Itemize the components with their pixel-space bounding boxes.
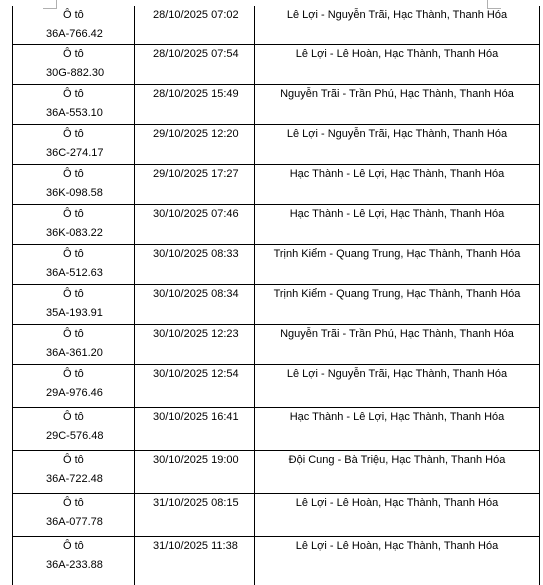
table-row	[13, 285, 540, 325]
license-plate: 30G-882.30	[13, 64, 134, 83]
table-row	[13, 165, 540, 205]
vehicle-cell	[13, 325, 135, 365]
vehicle-cell	[13, 451, 135, 494]
table-row	[13, 408, 540, 451]
location-cell: Trịnh Kiểm - Quang Trung, Hạc Thành, Thanh Hóa	[255, 245, 540, 285]
table-row	[13, 494, 540, 537]
location-cell: Đội Cung - Bà Triệu, Hạc Thành, Thanh Hóa	[255, 451, 540, 494]
location-cell: Lê Lợi - Lê Hoàn, Hạc Thành, Thanh Hóa	[255, 45, 540, 85]
vehicle-type: Ô tô	[13, 85, 134, 104]
license-plate: 35A-193.91	[13, 304, 134, 323]
location-cell: Lê Lợi - Nguyễn Trãi, Hạc Thành, Thanh Hóa	[255, 125, 540, 165]
location-cell: Hạc Thành - Lê Lợi, Hạc Thành, Thanh Hóa	[255, 408, 540, 451]
license-plate: 36A-512.63	[13, 264, 134, 283]
vehicle-cell	[13, 494, 135, 537]
vehicle-type: Ô tô	[13, 165, 134, 184]
timestamp-cell: 30/10/2025 16:41	[135, 408, 255, 451]
timestamp-cell: 28/10/2025 07:54	[135, 45, 255, 85]
table-row	[13, 245, 540, 285]
timestamp-cell: 29/10/2025 12:20	[135, 125, 255, 165]
vehicle-type: Ô tô	[13, 365, 134, 384]
vehicle-type: Ô tô	[13, 537, 134, 556]
table-row	[13, 85, 540, 125]
license-plate: 36A-722.48	[13, 470, 134, 489]
vehicle-cell	[13, 245, 135, 285]
timestamp-cell: 29/10/2025 17:27	[135, 165, 255, 205]
timestamp-cell: 30/10/2025 12:23	[135, 325, 255, 365]
timestamp-cell: 30/10/2025 12:54	[135, 365, 255, 408]
timestamp-cell: 28/10/2025 15:49	[135, 85, 255, 125]
table-row	[13, 365, 540, 408]
timestamp-cell: 30/10/2025 07:46	[135, 205, 255, 245]
license-plate: 36A-361.20	[13, 344, 134, 363]
location-cell: Lê Lợi - Nguyễn Trãi, Hạc Thành, Thanh Hóa	[255, 6, 540, 45]
vehicle-type: Ô tô	[13, 125, 134, 144]
vehicle-type: Ô tô	[13, 408, 134, 427]
license-plate: 36C-274.17	[13, 144, 134, 163]
table-row	[13, 45, 540, 85]
vehicle-type: Ô tô	[13, 285, 134, 304]
vehicle-type: Ô tô	[13, 494, 134, 513]
table-row	[13, 451, 540, 494]
violation-table-body	[13, 6, 540, 585]
timestamp-cell: 31/10/2025 11:38	[135, 537, 255, 585]
vehicle-cell	[13, 205, 135, 245]
vehicle-type: Ô tô	[13, 451, 134, 470]
license-plate: 29A-976.46	[13, 384, 134, 403]
table-row	[13, 325, 540, 365]
license-plate: 36A-766.42	[13, 25, 134, 44]
location-cell: Lê Lợi - Lê Hoàn, Hạc Thành, Thanh Hóa	[255, 494, 540, 537]
license-plate: 36A-077.78	[13, 513, 134, 532]
vehicle-type: Ô tô	[13, 245, 134, 264]
location-cell: Lê Lợi - Nguyễn Trãi, Hạc Thành, Thanh Hóa	[255, 365, 540, 408]
table-row	[13, 205, 540, 245]
location-cell: Trịnh Kiểm - Quang Trung, Hạc Thành, Thanh Hóa	[255, 285, 540, 325]
table-row	[13, 537, 540, 585]
vehicle-type: Ô tô	[13, 6, 134, 25]
vehicle-cell	[13, 85, 135, 125]
vehicle-type: Ô tô	[13, 325, 134, 344]
license-plate: 36K-098.58	[13, 184, 134, 203]
table-row	[13, 125, 540, 165]
location-cell: Nguyễn Trãi - Trần Phú, Hạc Thành, Thanh Hóa	[255, 325, 540, 365]
timestamp-cell: 30/10/2025 19:00	[135, 451, 255, 494]
location-cell: Nguyễn Trãi - Trần Phú, Hạc Thành, Thanh Hóa	[255, 85, 540, 125]
vehicle-cell	[13, 165, 135, 205]
location-cell: Lê Lợi - Lê Hoàn, Hạc Thành, Thanh Hóa	[255, 537, 540, 585]
license-plate: 29C-576.48	[13, 427, 134, 446]
location-cell: Hạc Thành - Lê Lợi, Hạc Thành, Thanh Hóa	[255, 165, 540, 205]
vehicle-cell	[13, 408, 135, 451]
vehicle-cell	[13, 45, 135, 85]
violation-table	[12, 6, 540, 585]
license-plate: 36A-553.10	[13, 104, 134, 123]
timestamp-cell: 31/10/2025 08:15	[135, 494, 255, 537]
timestamp-cell: 30/10/2025 08:33	[135, 245, 255, 285]
license-plate: 36A-233.88	[13, 556, 134, 575]
vehicle-cell	[13, 285, 135, 325]
table-row	[13, 6, 540, 45]
timestamp-cell: 30/10/2025 08:34	[135, 285, 255, 325]
vehicle-cell	[13, 365, 135, 408]
timestamp-cell: 28/10/2025 07:02	[135, 6, 255, 45]
vehicle-cell	[13, 537, 135, 585]
location-cell: Hạc Thành - Lê Lợi, Hạc Thành, Thanh Hóa	[255, 205, 540, 245]
license-plate: 36K-083.22	[13, 224, 134, 243]
vehicle-cell	[13, 6, 135, 45]
vehicle-type: Ô tô	[13, 205, 134, 224]
vehicle-cell	[13, 125, 135, 165]
vehicle-type: Ô tô	[13, 45, 134, 64]
